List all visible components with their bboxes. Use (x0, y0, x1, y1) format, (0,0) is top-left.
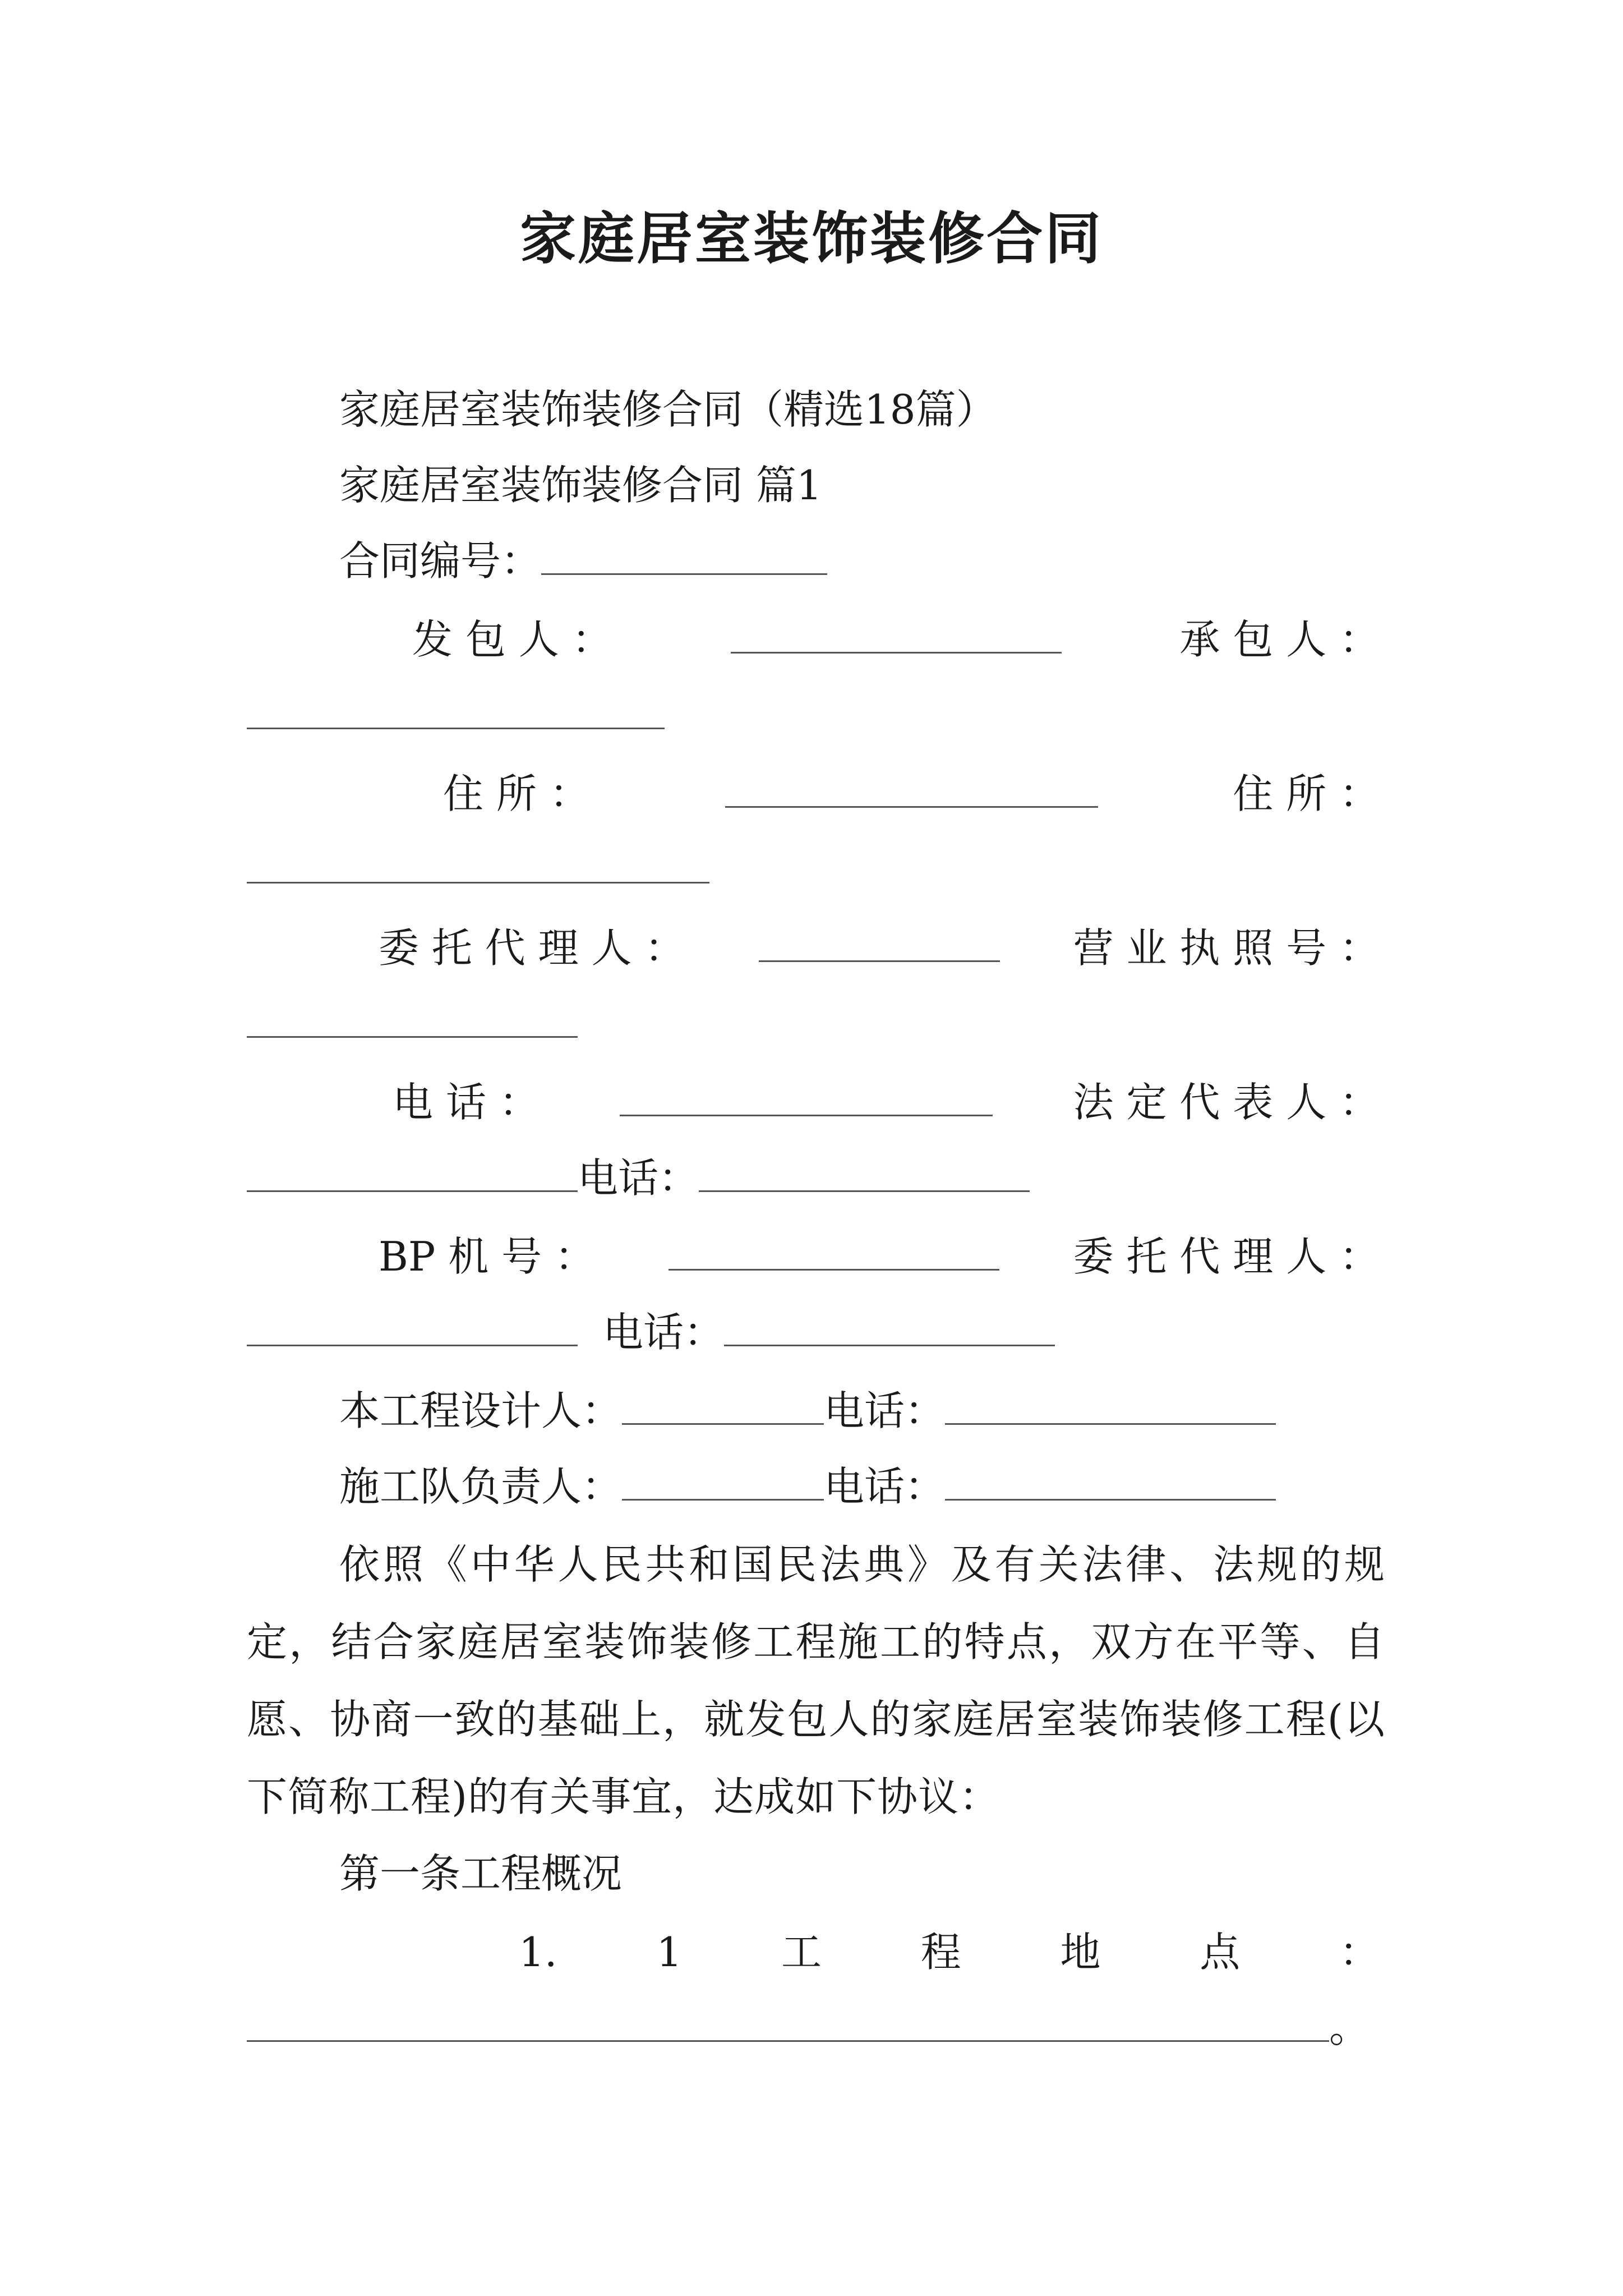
license-label: 营 业 执 照 号 ： (1073, 924, 1380, 972)
end-mark: 。 (1329, 2004, 1370, 2051)
contractor-address-blank-row (247, 839, 1380, 900)
contractor-address-blank[interactable] (247, 845, 709, 884)
designer-phone-blank[interactable] (945, 1386, 1276, 1425)
parties-row (412, 609, 1380, 670)
contractor-agent-phone-label: 电话： (603, 1309, 725, 1356)
contractor-agent-label: 委 托 代 理 人 ： (1073, 1233, 1380, 1280)
designer-label: 本工程设计人： (339, 1387, 623, 1434)
contractor-blank[interactable] (247, 691, 665, 729)
designer-blank[interactable] (622, 1386, 824, 1425)
item-1-1-subnumber: 1 (656, 1929, 683, 1976)
crew-phone-blank[interactable] (945, 1462, 1276, 1501)
contractor-blank-row (247, 684, 1380, 746)
designer-phone-label: 电话： (824, 1387, 946, 1434)
license-blank[interactable] (247, 999, 578, 1038)
crew-blank[interactable] (622, 1462, 824, 1501)
item-1-1-char-3: 地 (1060, 1929, 1101, 1976)
contractor-label: 承 包 人 ： (1179, 616, 1380, 663)
contractor-address-label: 住 所 ： (1233, 770, 1380, 817)
employer-label: 发 包 人 ： (412, 616, 612, 663)
legal-rep-phone-label: 电话： (578, 1154, 699, 1202)
designer-row (339, 1380, 1380, 1442)
crew-label: 施工队负责人： (339, 1463, 623, 1510)
crew-phone-label: 电话： (824, 1463, 946, 1510)
contract-number-blank[interactable] (541, 536, 827, 575)
item-1-1-char-4: 点 (1200, 1929, 1241, 1976)
legal-rep-blank[interactable] (247, 1153, 578, 1192)
agent-license-row (379, 917, 1380, 979)
contract-number-label: 合同编号： (339, 537, 542, 585)
item-1-1-row (519, 1921, 1380, 1983)
chapter-heading: 家庭居室装饰装修合同 篇1 (339, 462, 822, 509)
article-1-heading: 第一条工程概况 (339, 1850, 623, 1897)
project-location-row (247, 1997, 1380, 2059)
legal-rep-label: 法 定 代 表 人 ： (1073, 1079, 1380, 1126)
bp-agent-row (379, 1226, 1380, 1287)
bp-label: BP 机 号 ： (379, 1233, 596, 1280)
item-1-1-char-2: 程 (920, 1929, 961, 1976)
intro-paragraph: 依照《中华人民共和国民法典》及有关法律、法规的规定，结合家庭居室装饰装修工程施工的特点，双方在平等、自愿、协商一致的基础上，就发包人的家庭居室装饰装修工程(以下简称工程)的有关事宜，达成如下协议： (247, 1541, 1385, 1820)
agent-blank[interactable] (759, 923, 1000, 962)
bp-blank[interactable] (668, 1232, 999, 1271)
item-1-1-colon: ： (1339, 1929, 1380, 1976)
document-subtitle: 家庭居室装饰装修合同（精选18篇） (339, 386, 997, 433)
legal-rep-row (247, 1147, 1380, 1209)
contractor-agent-blank[interactable] (247, 1308, 578, 1346)
crew-row (339, 1456, 1380, 1517)
address-row (443, 763, 1380, 825)
legal-rep-phone-blank[interactable] (699, 1153, 1030, 1192)
document-title: 家庭居室装饰装修合同 (520, 205, 1103, 272)
contract-number-row (339, 530, 1380, 592)
employer-blank[interactable] (731, 615, 1062, 654)
contractor-agent-phone-blank[interactable] (724, 1308, 1055, 1346)
item-1-1-char-1: 工 (781, 1929, 822, 1976)
employer-phone-label: 电 话 ： (393, 1079, 540, 1126)
license-blank-row (247, 993, 1380, 1055)
contractor-agent-row (247, 1301, 1380, 1363)
project-location-blank[interactable] (247, 2003, 1329, 2042)
employer-phone-blank[interactable] (620, 1078, 993, 1116)
item-1-1-number: 1. (519, 1929, 557, 1976)
agent-label: 委 托 代 理 人 ： (379, 924, 685, 972)
employer-address-blank[interactable] (725, 769, 1098, 808)
employer-address-label: 住 所 ： (443, 770, 590, 817)
phone-legal-row (393, 1071, 1380, 1133)
